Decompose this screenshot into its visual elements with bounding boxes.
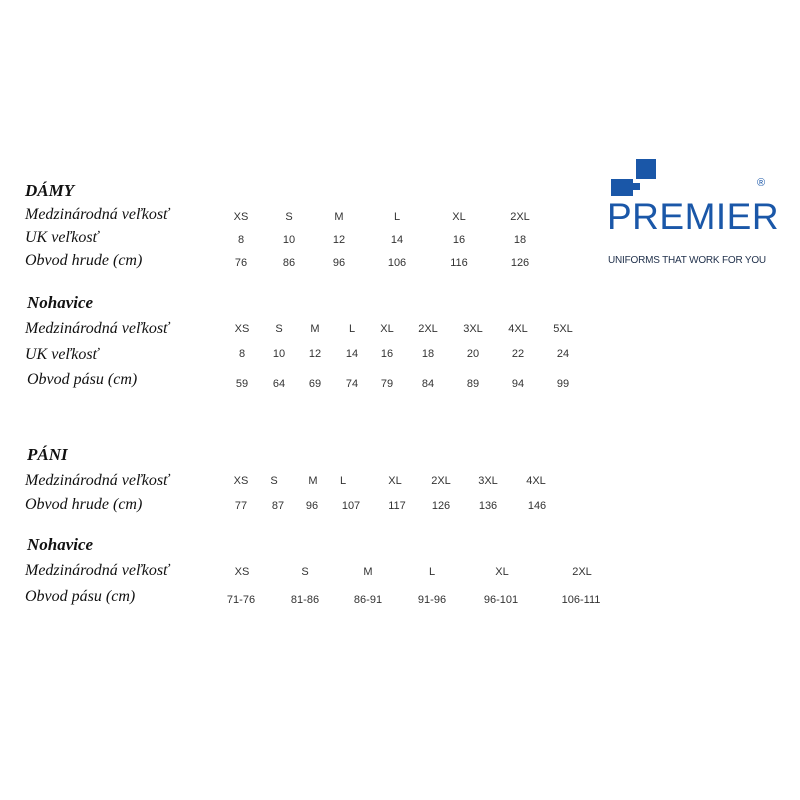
size-cell: 116 <box>450 257 468 269</box>
size-cell: 22 <box>511 348 525 360</box>
size-cell: 136 <box>478 500 498 512</box>
size-cell: 3XL <box>478 475 498 487</box>
size-cell: 18 <box>513 234 527 246</box>
size-cell: XS <box>233 475 249 487</box>
size-cell: 79 <box>380 378 394 390</box>
size-cell: 74 <box>345 378 359 390</box>
row-label: UK veľkosť <box>25 346 99 363</box>
size-cell: L <box>428 566 436 578</box>
size-cell: 107 <box>341 500 361 512</box>
size-cell: 96-101 <box>483 594 519 606</box>
size-cell: 71-76 <box>226 594 256 606</box>
size-cell: 76 <box>234 257 248 269</box>
size-cell: M <box>363 566 373 578</box>
size-cell: 106-111 <box>561 594 601 606</box>
size-cell: 2XL <box>572 566 592 578</box>
size-cell: L <box>339 475 347 487</box>
size-cell: XL <box>380 323 394 335</box>
size-cell: S <box>301 566 309 578</box>
size-cell: 126 <box>431 500 451 512</box>
size-cell: 10 <box>282 234 296 246</box>
size-cell: 77 <box>234 500 248 512</box>
size-cell: 3XL <box>463 323 483 335</box>
size-cell: M <box>308 475 318 487</box>
size-cell: 84 <box>421 378 435 390</box>
size-cell: 86 <box>282 257 296 269</box>
size-cell: 99 <box>556 378 570 390</box>
size-cell: 91-96 <box>417 594 447 606</box>
size-cell: 16 <box>452 234 466 246</box>
logo-square-medium <box>611 179 633 196</box>
size-cell: S <box>285 211 293 223</box>
size-cell: 86-91 <box>353 594 383 606</box>
section-title: PÁNI <box>27 445 68 464</box>
row-label: Medzinárodná veľkosť <box>25 206 169 223</box>
size-cell: 64 <box>272 378 286 390</box>
size-cell: 126 <box>510 257 530 269</box>
section-title: Nohavice <box>27 535 94 554</box>
size-cell: 18 <box>421 348 435 360</box>
size-cell: 96 <box>305 500 319 512</box>
size-cell: M <box>310 323 320 335</box>
section-title: Nohavice <box>27 293 94 312</box>
size-cell: 4XL <box>526 475 546 487</box>
size-cell: XS <box>233 211 249 223</box>
size-cell: 89 <box>466 378 480 390</box>
size-cell: XS <box>234 566 250 578</box>
size-cell: 8 <box>237 234 245 246</box>
size-cell: 14 <box>390 234 404 246</box>
size-cell: 96 <box>332 257 346 269</box>
size-cell: 2XL <box>418 323 438 335</box>
row-label: Medzinárodná veľkosť <box>25 562 169 579</box>
size-cell: S <box>270 475 278 487</box>
row-label: UK veľkosť <box>25 229 99 246</box>
row-label: Obvod hrude (cm) <box>25 496 143 513</box>
size-cell: 16 <box>380 348 394 360</box>
row-label: Obvod pásu (cm) <box>25 588 136 605</box>
size-cell: 117 <box>388 500 406 512</box>
size-cell: 2XL <box>510 211 530 223</box>
section-title: DÁMY <box>25 181 75 200</box>
size-cell: 24 <box>556 348 570 360</box>
row-label: Medzinárodná veľkosť <box>25 320 169 337</box>
size-cell: 94 <box>511 378 525 390</box>
size-cell: 5XL <box>553 323 573 335</box>
row-label: Obvod pásu (cm) <box>27 371 138 388</box>
size-cell: 4XL <box>508 323 528 335</box>
row-label: Medzinárodná veľkosť <box>25 472 169 489</box>
size-cell: 14 <box>345 348 359 360</box>
size-cell: XL <box>495 566 509 578</box>
row-label: Obvod hrude (cm) <box>25 252 143 269</box>
size-cell: XL <box>388 475 402 487</box>
size-cell: 20 <box>466 348 480 360</box>
size-cell: 2XL <box>431 475 451 487</box>
size-cell: 10 <box>272 348 286 360</box>
logo-registered-mark: ® <box>757 177 766 189</box>
logo-square-large <box>636 159 656 179</box>
size-cell: 69 <box>308 378 322 390</box>
size-cell: 59 <box>235 378 249 390</box>
size-cell: M <box>334 211 344 223</box>
size-cell: XL <box>452 211 466 223</box>
size-cell: 81-86 <box>290 594 320 606</box>
size-cell: 8 <box>238 348 246 360</box>
size-cell: L <box>348 323 356 335</box>
size-cell: XS <box>234 323 250 335</box>
logo-square-small <box>633 183 640 190</box>
size-cell: L <box>393 211 401 223</box>
size-cell: 106 <box>387 257 407 269</box>
size-cell: 87 <box>271 500 285 512</box>
size-cell: S <box>275 323 283 335</box>
size-cell: 146 <box>527 500 547 512</box>
size-cell: 12 <box>332 234 346 246</box>
logo-wordmark: PREMIER <box>607 196 780 237</box>
logo-tagline: UNIFORMS THAT WORK FOR YOU <box>608 255 766 266</box>
size-cell: 12 <box>308 348 322 360</box>
